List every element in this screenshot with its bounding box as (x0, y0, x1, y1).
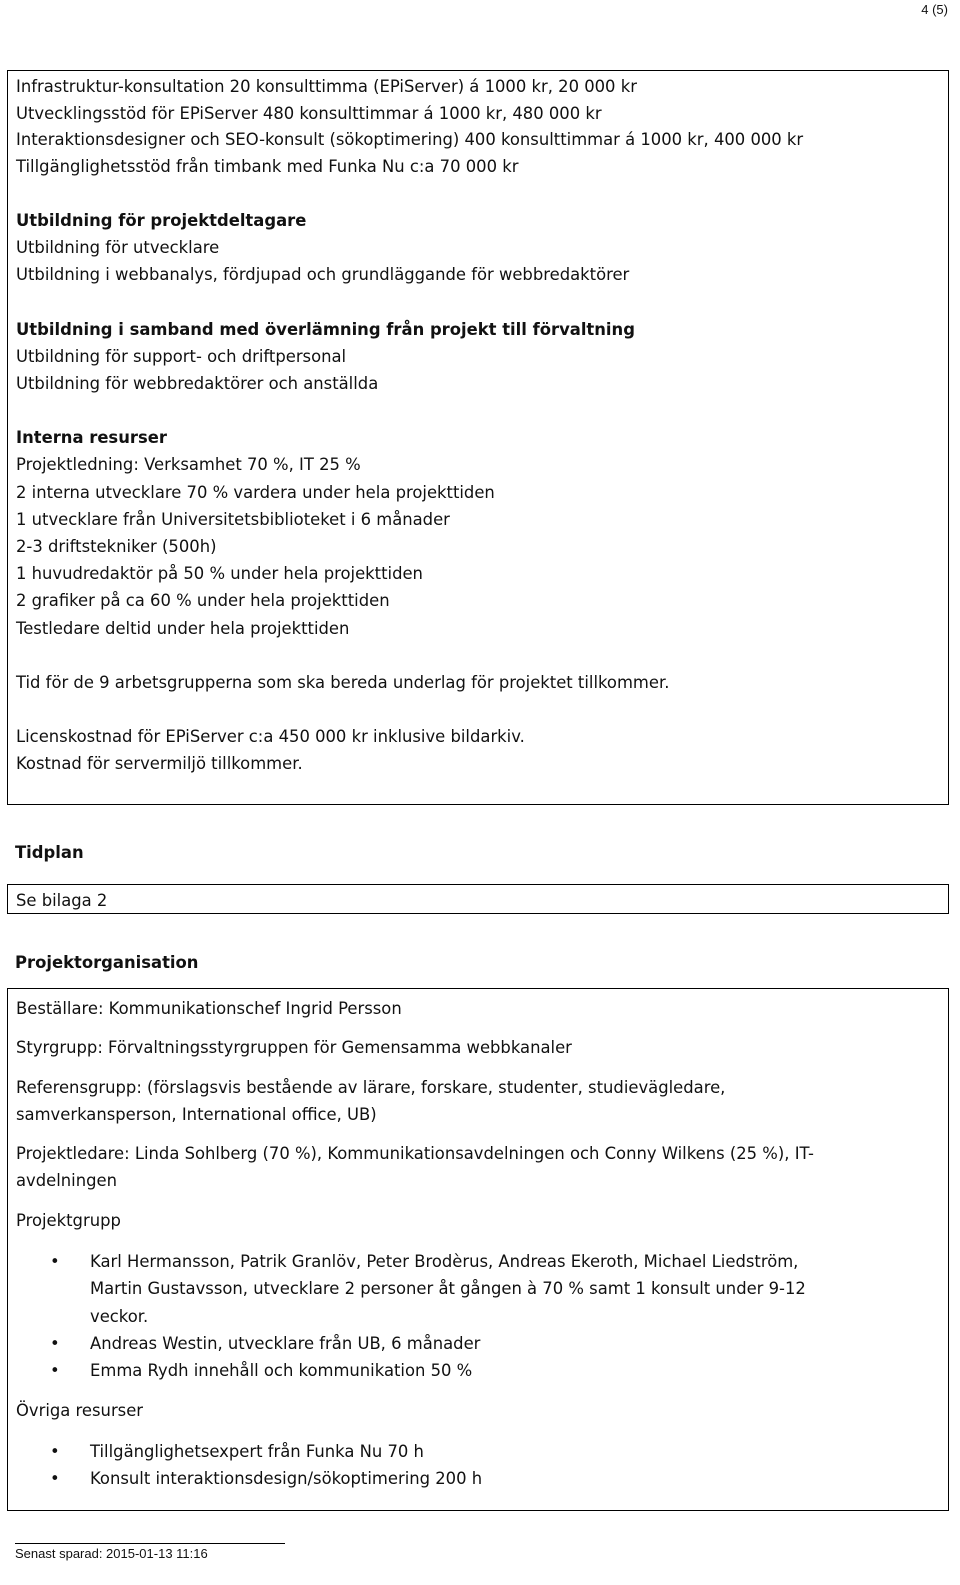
internal-line: 1 utvecklare från Universitetsbiblioteket i 6 månader (16, 509, 450, 529)
groups-line: Tid för de 9 arbetsgrupperna som ska bereda underlag för projektet tillkommer. (16, 672, 670, 692)
list-item (16, 1248, 940, 1330)
bullet-icon: • (50, 1333, 60, 1353)
bullet-icon: • (50, 1441, 60, 1461)
training-line: Utbildning för utvecklare (16, 238, 220, 258)
internal-line: 2 grafiker på ca 60 % under hela projekttiden (16, 591, 390, 611)
page-number: 4 (5) (921, 2, 948, 17)
footer-saved: Senast sparad: 2015-01-13 11:16 (15, 1546, 208, 1561)
list-item (16, 1330, 940, 1357)
cost-line: Utvecklingsstöd för EPiServer 480 konsulttimmar á 1000 kr, 480 000 kr (16, 103, 602, 123)
referensgrupp (16, 1074, 940, 1129)
projektledare-line: avdelningen (16, 1171, 117, 1191)
referensgrupp-line: samverkansperson, International office, UB) (16, 1104, 377, 1124)
server-line: Kostnad för servermiljö tillkommer. (16, 754, 303, 774)
projektgrupp-label: Projektgrupp (16, 1210, 121, 1230)
training-heading: Utbildning för projektdeltagare (16, 211, 307, 230)
list-item-line: Tillgänglighetsexpert från Funka Nu 70 h (90, 1441, 424, 1461)
list-item (16, 1438, 940, 1465)
bullet-icon: • (50, 1361, 60, 1381)
cost-line: Tillgänglighetsstöd från timbank med Funka Nu c:a 70 000 kr (16, 156, 519, 176)
ovriga-label: Övriga resurser (16, 1400, 144, 1420)
tidplan-heading: Tidplan (15, 843, 84, 862)
tidplan-text: Se bilaga 2 (16, 891, 108, 910)
referensgrupp-line: Referensgrupp: (förslagsvis bestående av lärare, forskare, studenter, studievägledare, (16, 1077, 726, 1097)
styrgrupp: Styrgrupp: Förvaltningsstyrgruppen för Gemensamma webbkanaler (16, 1038, 572, 1058)
projektledare (16, 1140, 940, 1195)
cost-line: Infrastruktur-konsultation 20 konsulttimma (EPiServer) á 1000 kr, 20 000 kr (16, 77, 637, 96)
bestallare: Beställare: Kommunikationschef Ingrid Persson (16, 999, 402, 1018)
list-item-line: Andreas Westin, utvecklare från UB, 6 månader (90, 1333, 481, 1353)
ovriga-list (16, 1438, 940, 1493)
list-item-line: Konsult interaktionsdesign/sökoptimering 200 h (90, 1469, 483, 1489)
org-box (7, 988, 949, 1511)
handover-line: Utbildning för webbredaktörer och anställda (16, 374, 379, 394)
list-item (16, 1357, 940, 1384)
handover-line: Utbildning för support- och driftpersonal (16, 346, 347, 366)
internal-line: 2 interna utvecklare 70 % vardera under hela projekttiden (16, 482, 495, 502)
projektledare-line: Projektledare: Linda Sohlberg (70 %), Kommunikationsavdelningen och Conny Wilkens (25 %), IT- (16, 1144, 814, 1164)
list-item (16, 1465, 940, 1492)
list-item-line: Martin Gustavsson, utvecklare 2 personer åt gången à 70 % samt 1 konsult under 9-12 (90, 1279, 806, 1299)
internal-line: Projektledning: Verksamhet 70 %, IT 25 % (16, 455, 361, 475)
footer-divider (15, 1543, 285, 1544)
list-item-line: Emma Rydh innehåll och kommunikation 50 % (90, 1361, 473, 1381)
cost-line: Interaktionsdesigner och SEO-konsult (sökoptimering) 400 konsulttimmar á 1000 kr, 400 000 kr (16, 130, 804, 149)
internal-heading: Interna resurser (16, 428, 167, 448)
handover-heading: Utbildning i samband med överlämning från projekt till förvaltning (16, 319, 635, 339)
list-item-line: Karl Hermansson, Patrik Granlöv, Peter Brodèrus, Andreas Ekeroth, Michael Liedström, (90, 1252, 799, 1272)
org-heading: Projektorganisation (15, 953, 199, 972)
tidplan-box (7, 884, 949, 914)
bullet-icon: • (50, 1469, 60, 1489)
internal-line: Testledare deltid under hela projekttiden (16, 618, 350, 638)
bullet-icon: • (50, 1252, 60, 1272)
internal-line: 1 huvudredaktör på 50 % under hela projekttiden (16, 564, 423, 584)
training-line: Utbildning i webbanalys, fördjupad och grundläggande för webbredaktörer (16, 265, 630, 285)
license-line: Licenskostnad för EPiServer c:a 450 000 kr inklusive bildarkiv. (16, 727, 525, 747)
internal-line: 2-3 driftstekniker (500h) (16, 537, 217, 557)
projektgrupp-list (16, 1248, 940, 1384)
list-item-line: veckor. (90, 1306, 149, 1326)
cost-box (7, 70, 949, 805)
